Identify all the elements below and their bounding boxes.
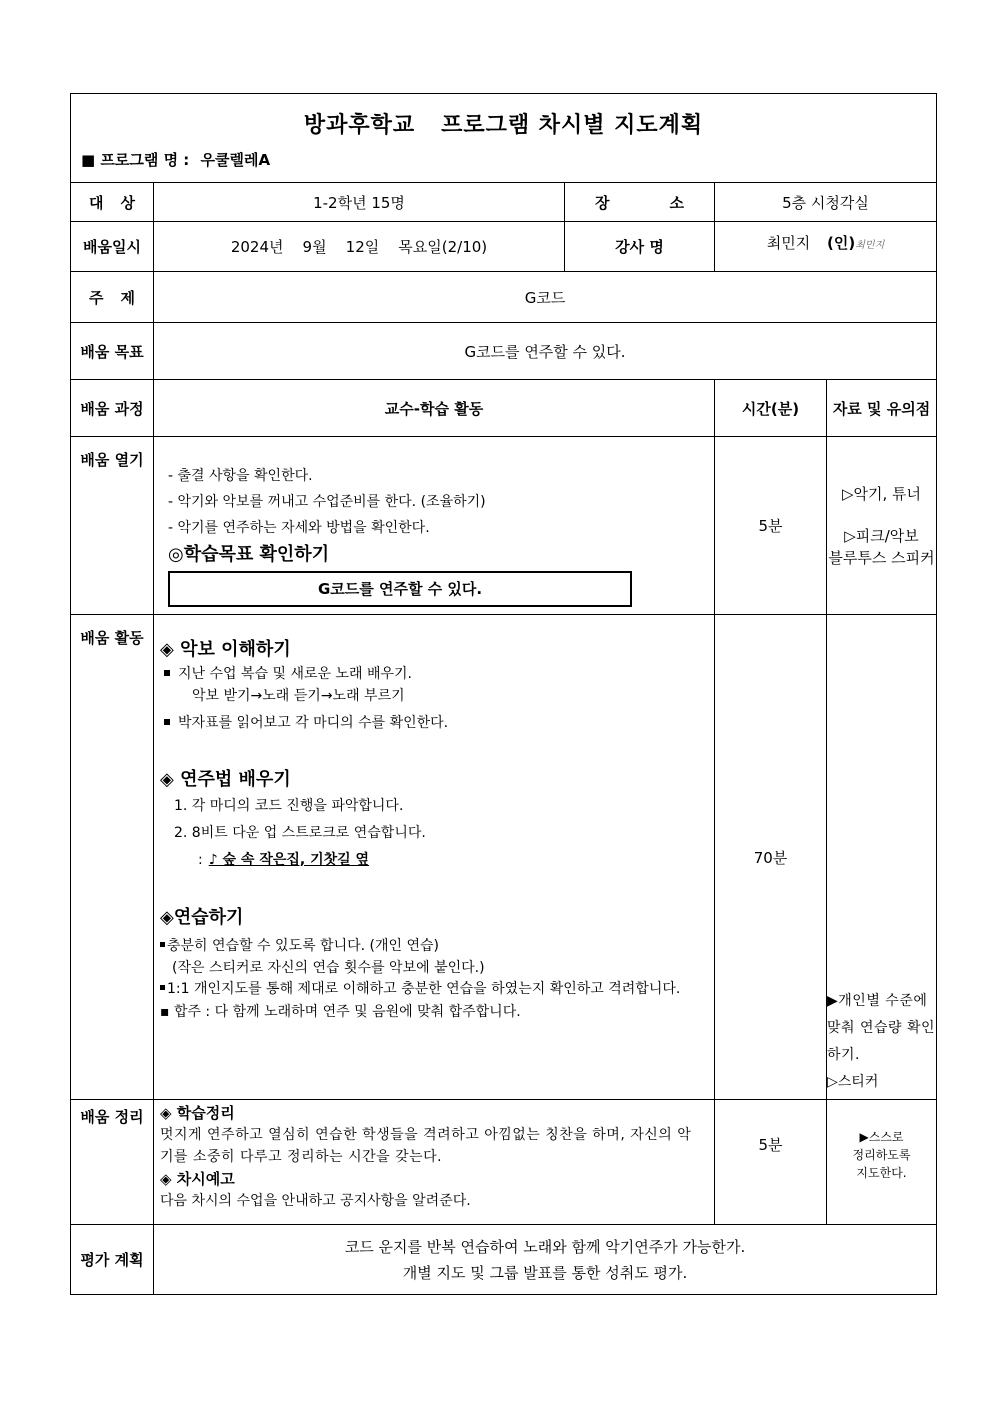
closing-material-1: ▶스스로: [859, 1130, 904, 1144]
opening-line-1: - 출결 사항을 확인한다.: [168, 468, 313, 484]
section2-item1: 1. 각 마디의 코드 진행을 파악합니다.: [174, 798, 404, 814]
target-value: 1-2학년 15명: [154, 183, 565, 222]
section3-item1: 충분히 연습할 수 있도록 합니다. (개인 연습): [160, 935, 702, 957]
section3-item1-sub: (작은 스티커로 자신의 연습 횟수를 악보에 붙인다.): [172, 960, 485, 976]
song-prefix: :: [198, 852, 203, 868]
closing-text-1: 멋지게 연주하고 열심히 연습한 학생들을 격려하고 아낌없는 칭찬을 하며, 자신의 악기를 소중히 다루고 정리하는 시간을 갖는다.: [160, 1127, 692, 1165]
lesson-plan-document: [70, 93, 936, 1295]
closing-content: [154, 1100, 715, 1225]
section2-title: ◈ 연주법 배우기: [160, 769, 291, 790]
closing-materials: [827, 1100, 937, 1225]
opening-materials: [827, 437, 937, 615]
page-title: 방과후학교 프로그램 차시별 지도계획: [303, 113, 704, 138]
title-cell: [71, 94, 937, 183]
activity-label: 배움 활동: [71, 615, 154, 1100]
section3-item2: 1:1 개인지도를 통해 제대로 이해하고 충분한 연습을 하였는지 확인하고 격려합니다.: [160, 979, 702, 1000]
bullet-square-icon: [160, 985, 165, 990]
evaluation-label: 평가 계획: [71, 1225, 154, 1295]
activity-material-2: ▷스티커: [827, 1074, 879, 1090]
instructor-value: [715, 222, 937, 272]
section3-title: ◈연습하기: [160, 907, 244, 928]
section1-item1: 지난 수업 복습 및 새로운 노래 배우기.: [160, 663, 702, 685]
bullet-square-icon: [160, 942, 165, 947]
opening-time: 5분: [715, 437, 827, 615]
evaluation-content: [154, 1225, 937, 1295]
topic-value: G코드: [154, 272, 937, 323]
activity-time: 70분: [715, 615, 827, 1100]
closing-material-2: 정리하도록: [852, 1148, 911, 1162]
instructor-name: 최민지: [766, 234, 811, 252]
goal-value: G코드를 연주할 수 있다.: [154, 323, 937, 380]
opening-material-3: 블루투스 스피커: [828, 548, 935, 567]
column-header-activity: 교수-학습 활동: [154, 380, 715, 437]
program-name: 우쿨렐레A: [200, 151, 271, 169]
column-header-time: 시간(분): [715, 380, 827, 437]
instructor-seal: (인): [827, 234, 856, 252]
lesson-plan-table: [70, 93, 937, 1295]
section1-title: ◈ 악보 이해하기: [160, 639, 291, 660]
opening-material-2: ▷피크/악보: [844, 526, 919, 545]
activity-content: [154, 615, 715, 1100]
bullet-square-icon: [164, 670, 170, 676]
closing-heading-2: ◈ 차시예고: [160, 1170, 235, 1188]
section2-item2: 2. 8비트 다운 업 스트로크로 연습합니다.: [174, 825, 426, 841]
activity-material-1: ▶개인별 수준에 맞춰 연습량 확인하기.: [827, 993, 936, 1063]
section3-item3: ▪ 합주 : 다 함께 노래하며 연주 및 음원에 맞춰 합주합니다.: [160, 1004, 521, 1020]
song-line: [160, 847, 702, 873]
closing-material-3: 지도한다.: [856, 1166, 907, 1180]
evaluation-line-1: 코드 운지를 반복 연습하여 노래와 함께 악기연주가 가능한가.: [344, 1237, 746, 1256]
song-title: ♪ 숲 속 작은집, 기찻길 옆: [208, 852, 370, 868]
closing-text-2: 다음 차시의 수업을 안내하고 공지사항을 알려준다.: [160, 1193, 471, 1209]
place-value: 5층 시청각실: [715, 183, 937, 222]
activity-materials: [827, 615, 937, 1100]
topic-label: 주 제: [71, 272, 154, 323]
goal-check-heading: ◎학습목표 확인하기: [168, 544, 330, 565]
closing-heading-1: ◈ 학습정리: [160, 1104, 235, 1122]
place-label: 장 소: [565, 183, 715, 222]
date-value: 2024년 9월 12일 목요일(2/10): [154, 222, 565, 272]
bullet-square-icon: [164, 719, 170, 725]
closing-time: 5분: [715, 1100, 827, 1225]
program-name-line: [81, 149, 936, 170]
target-label: 대 상: [71, 183, 154, 222]
opening-line-3: - 악기를 연주하는 자세와 방법을 확인한다.: [168, 520, 430, 536]
opening-line-2: - 악기와 악보를 꺼내고 수업준비를 한다. (조율하기): [168, 494, 486, 510]
column-header-process: 배움 과정: [71, 380, 154, 437]
instructor-signature: 최민지: [855, 240, 885, 251]
column-header-materials: 자료 및 유의점: [827, 380, 937, 437]
date-label: 배움일시: [71, 222, 154, 272]
opening-material-1: ▷악기, 튜너: [841, 484, 922, 503]
goal-label: 배움 목표: [71, 323, 154, 380]
goal-box: G코드를 연주할 수 있다.: [168, 571, 632, 607]
evaluation-line-2: 개별 지도 및 그룹 발표를 통한 성취도 평가.: [402, 1263, 688, 1282]
opening-label: 배움 열기: [71, 437, 154, 615]
closing-label: 배움 정리: [71, 1100, 154, 1225]
program-label: ■ 프로그램 명 :: [81, 151, 190, 169]
section1-item2: 박자표를 읽어보고 각 마디의 수를 확인한다.: [160, 709, 702, 737]
section1-item1-sub: 악보 받기→노래 듣기→노래 부르기: [192, 688, 405, 704]
opening-content: [154, 437, 715, 615]
instructor-label: 강사 명: [565, 222, 715, 272]
